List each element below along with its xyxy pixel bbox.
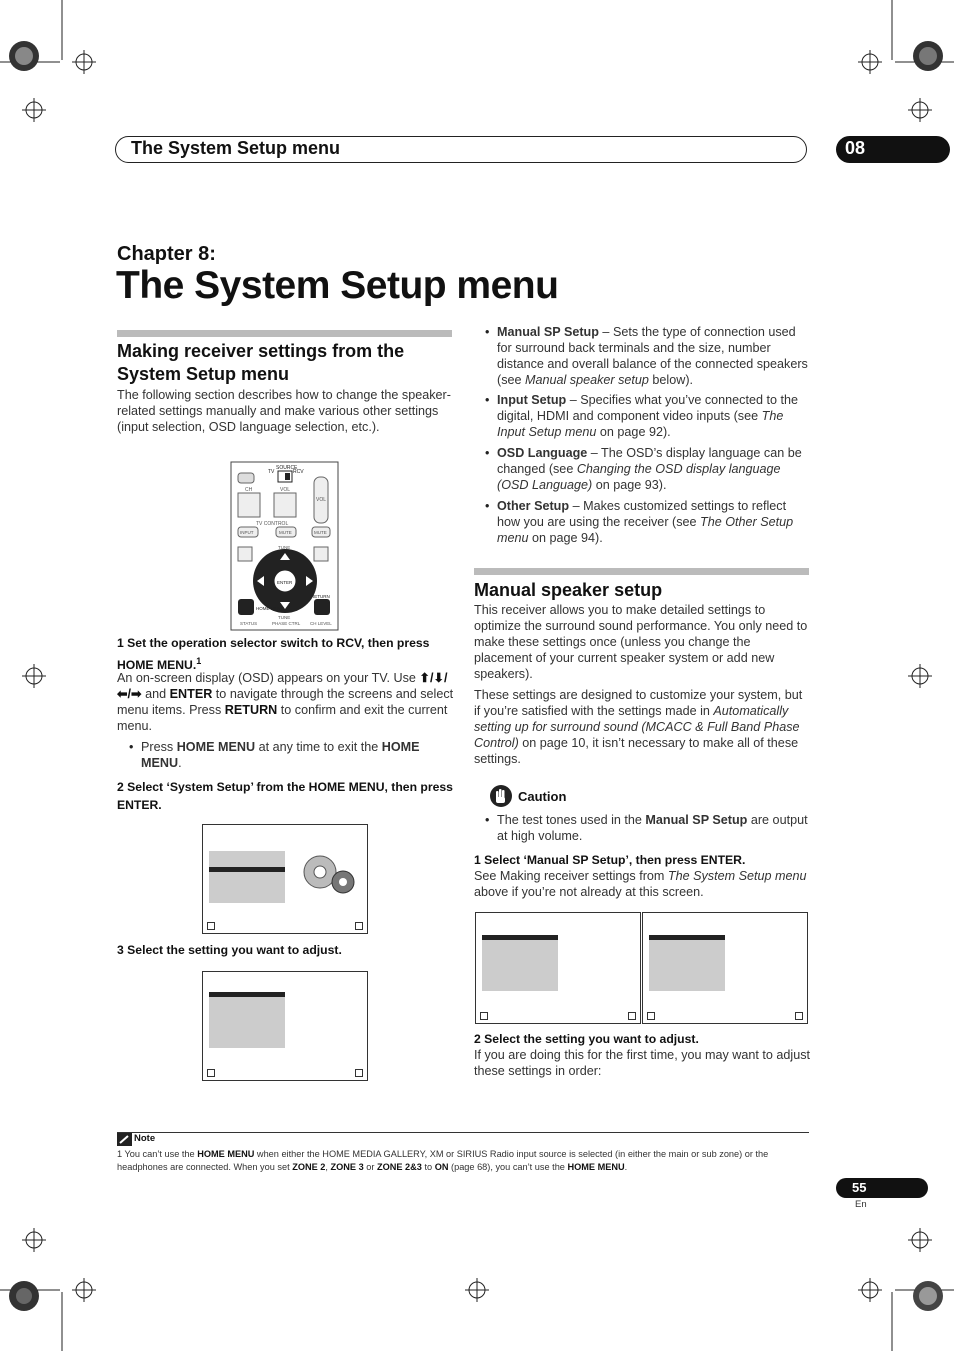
item-other-setup: • Other Setup – Makes customized settings to reflect how you are using the receiver (see The Other Setup menu on page 94). [497,498,809,546]
remote-vol-label: VOL [280,487,291,493]
note-pencil-icon [117,1133,132,1146]
remote-tv-control-label: TV CONTROL [256,521,289,527]
caution-hand-icon [489,784,513,808]
page-number: 55 [836,1178,928,1198]
osd-screen-manual-sp-2 [642,912,808,1024]
manual-speaker-para-1: This receiver allows you to make detailed settings to optimize the surround sound performance. You only need to make these settings once (unless you change the placement of your current speaker system or add new speakers). [474,603,808,681]
chapter-title: The System Setup menu [116,264,559,307]
remote-vol2-label: VOL [316,497,327,503]
manual-step-1-title: 1 Select ‘Manual SP Setup’, then press ENTER. [474,853,746,867]
step-2-title: 2 Select ‘System Setup’ from the HOME MENU, then press ENTER. [117,780,453,812]
remote-enter-label: ENTER [277,580,293,585]
remote-tune2-label: TUNE [278,615,291,620]
chapter-label: Chapter 8: [117,243,216,265]
remote-source-label: SOURCE [276,465,298,471]
section-bar [117,330,452,337]
manual-step-1-body: See Making receiver settings from The System Setup menu above if you’re not already at this screen. [474,869,807,899]
manual-speaker-para-2: These settings are designed to customize your system, but if you’re satisfied with the settings made in Automatically setting up for surround sound (MCACC & Full Band Phase Control) on page 10, it isn’t necessary to make all of these settings. [474,688,803,766]
remote-rcv-label: RCV [293,469,304,475]
note-label: Note [134,1133,156,1144]
caution-label: Caution [518,789,567,804]
remote-ch-level-label: CH LEVEL [310,621,332,626]
osd-screen-system-setup [202,971,368,1081]
section-heading: Making receiver settings from the System Setup menu [117,341,405,384]
remote-ch-label: CH [245,487,253,493]
remote-mute-label: MUTE [279,530,292,535]
item-osd-language: • OSD Language – The OSD’s display language can be changed (see Changing the OSD display language (OSD Language) on page 93). [497,445,809,493]
item-manual-sp-setup: • Manual SP Setup – Sets the type of connection used for surround back terminals and the size, number distance and overall balance of the connected speakers (see Manual speaker setup below). [497,324,809,388]
chapter-number-badge: 08 [836,136,950,163]
remote-mute2-label: MUTE [314,530,327,535]
step-3-title: 3 Select the setting you want to adjust. [117,943,342,957]
gears-icon [298,850,358,896]
osd-screen-home-menu [202,824,368,934]
osd-screen-manual-sp-1 [475,912,641,1024]
intro-text: The following section describes how to change the speaker-related settings manually and make various other settings (input selection, OSD language selection, etc.). [117,388,451,434]
footnote-divider [117,1132,809,1133]
step-1-body: An on-screen display (OSD) appears on your TV. Use ⬆/⬇/⬅/➡ and ENTER to navigate through the screens and select menu items. Press RETURN to confirm and exit the current menu. [117,671,454,733]
remote-phase-label: PHASE CTRL [272,621,301,626]
remote-tv-label: TV [268,469,275,475]
footnote-text: 1 You can’t use the HOME MENU when either the HOME MEDIA GALLERY, XM or SIRIUS Radio input source is selected (in either the main or sub zone) or the headphones are connected. When you set ZONE 2, ZONE 3 or ZONE 2&3 to ON (page 68), you can’t use the HOME MENU. [117,1149,769,1172]
manual-step-2-title: 2 Select the setting you want to adjust. [474,1032,699,1046]
page-language: En [855,1199,867,1210]
step-1-title: 1 Set the operation selector switch to RCV, then press HOME MENU.$^1$ [117,636,430,673]
section-bar-2 [474,568,809,575]
remote-home-menu-label: HOME MENU [256,606,284,611]
remote-status-label: STATUS [240,621,258,626]
remote-control-illustration [230,461,340,631]
home-menu-bullet: • Press HOME MENU at any time to exit the HOME MENU. [141,739,441,771]
remote-input-label: INPUT [240,530,254,535]
caution-bullet: • The test tones used in the Manual SP Setup are output at high volume. [497,812,809,844]
remote-tune-label: TUNE [278,545,291,550]
item-input-setup: • Input Setup – Specifies what you’ve connected to the digital, HDMI and component video inputs (see The Input Setup menu on page 92). [497,392,809,440]
manual-step-2-body: If you are doing this for the first time, you may want to adjust these settings in order: [474,1048,810,1078]
header-title: The System Setup menu [131,138,341,158]
remote-return-label: RETURN [311,594,330,599]
manual-speaker-heading: Manual speaker setup [474,580,663,600]
